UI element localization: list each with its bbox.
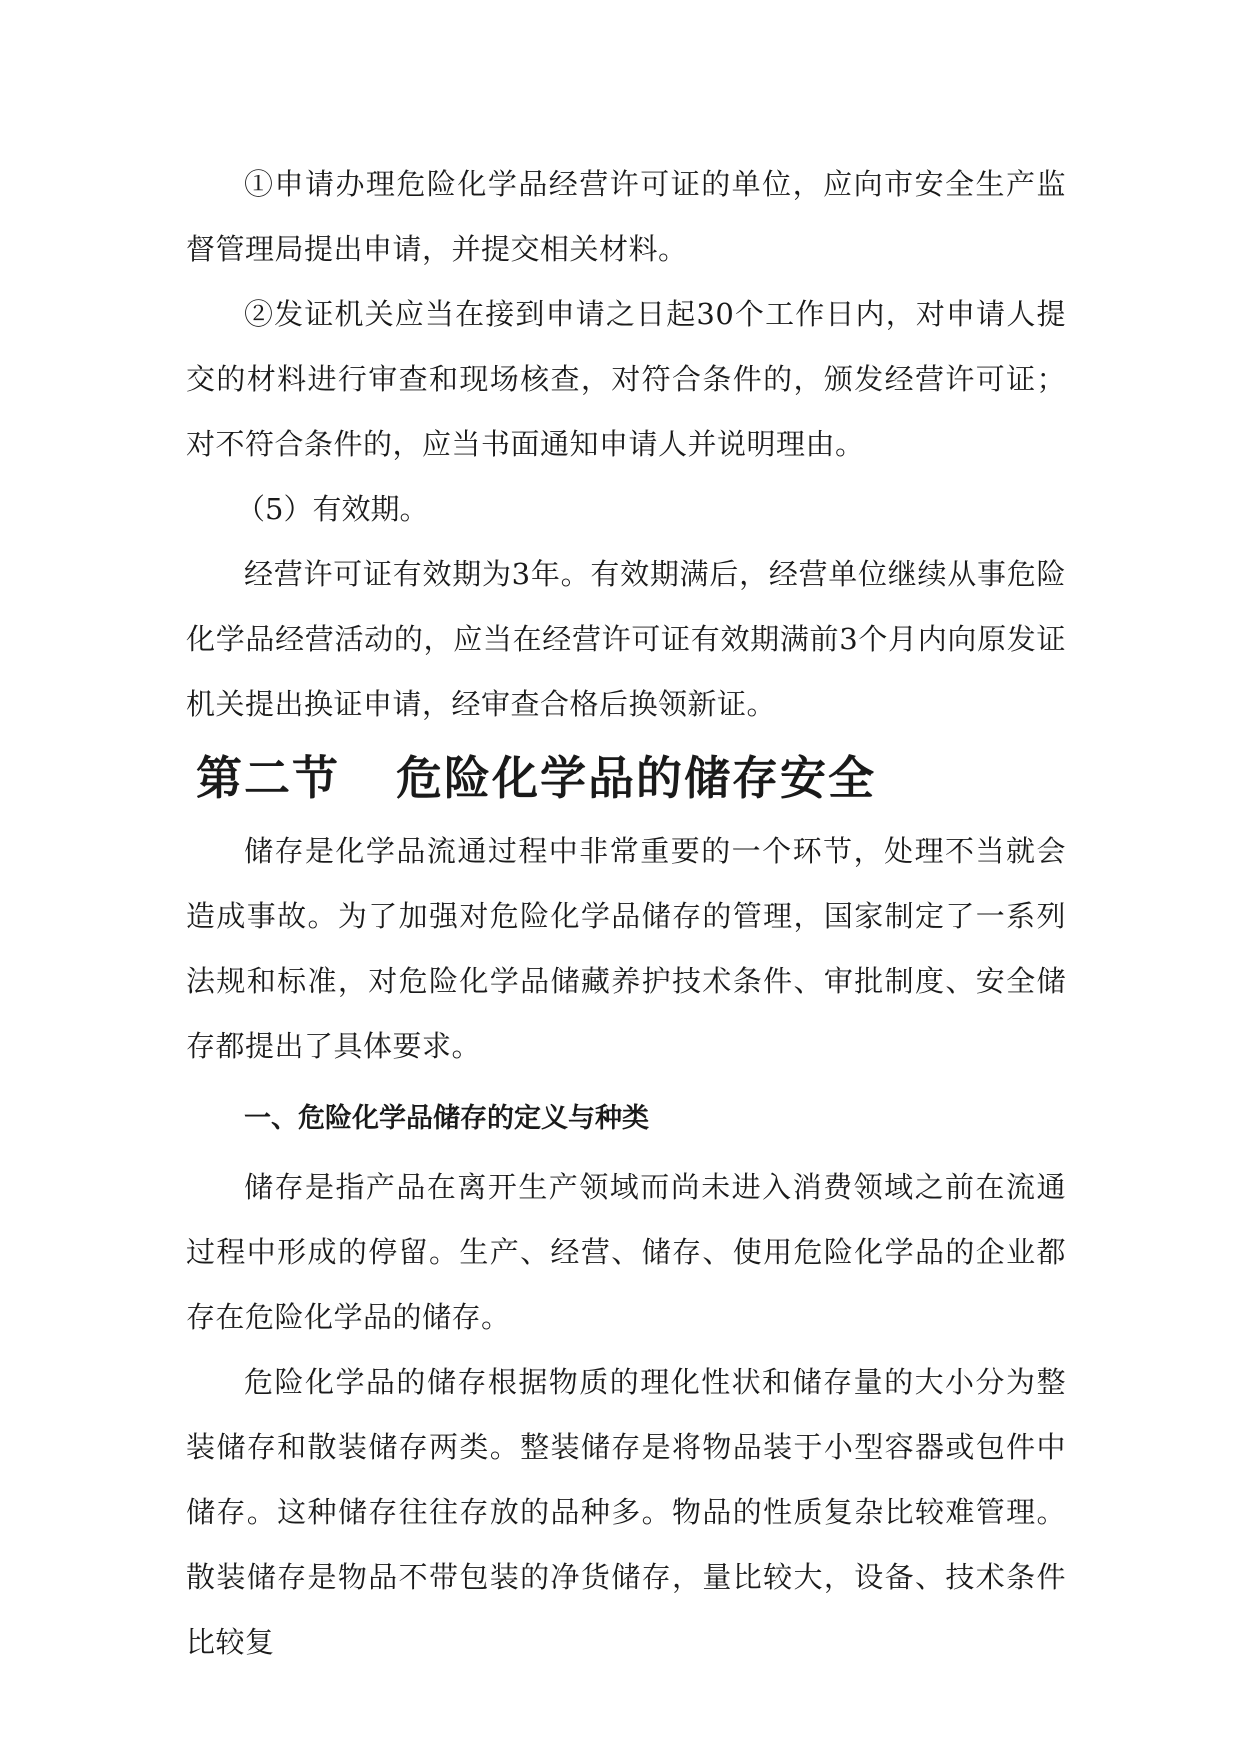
section-heading (186, 737, 1066, 819)
section-number: 第二节 (196, 751, 340, 805)
item-validity-label: （5）有效期。 (236, 492, 429, 526)
paragraph-validity: 经营许可证有效期为3年。有效期满后，经营单位继续从事危险化学品经营活动的，应当在经营许可证有效期满前3个月内向原发证机关提出换证申请，经审查合格后换领新证。 (186, 557, 1066, 721)
subsection-heading: 一、危险化学品储存的定义与种类 (244, 1103, 649, 1134)
paragraph-section-intro: 储存是化学品流通过程中非常重要的一个环节，处理不当就会造成事故。为了加强对危险化学品储存的管理，国家制定了一系列法规和标准，对危险化学品储藏养护技术条件、审批制度、安全储存都提出了具体要求。 (186, 834, 1066, 1063)
paragraph-definition: 储存是指产品在离开生产领域而尚未进入消费领域之前在流通过程中形成的停留。生产、经营、储存、使用危险化学品的企业都存在危险化学品的储存。 (186, 1170, 1066, 1334)
document-body (186, 152, 1066, 1675)
paragraph-review: ②发证机关应当在接到申请之日起30个工作日内，对申请人提交的材料进行审查和现场核查，对符合条件的，颁发经营许可证；对不符合条件的，应当书面通知申请人并说明理由。 (186, 297, 1066, 461)
section-title: 危险化学品的储存安全 (396, 751, 876, 805)
paragraph-storage-types: 危险化学品的储存根据物质的理化性状和储存量的大小分为整装储存和散装储存两类。整装储存是将物品装于小型容器或包件中储存。这种储存往往存放的品种多。物品的性质复杂比较难管理。散装储存是物品不带包装的净货储存，量比较大，设备、技术条件比较复 (186, 1365, 1066, 1659)
paragraph-application: ①申请办理危险化学品经营许可证的单位，应向市安全生产监督管理局提出申请，并提交相关材料。 (186, 167, 1066, 266)
